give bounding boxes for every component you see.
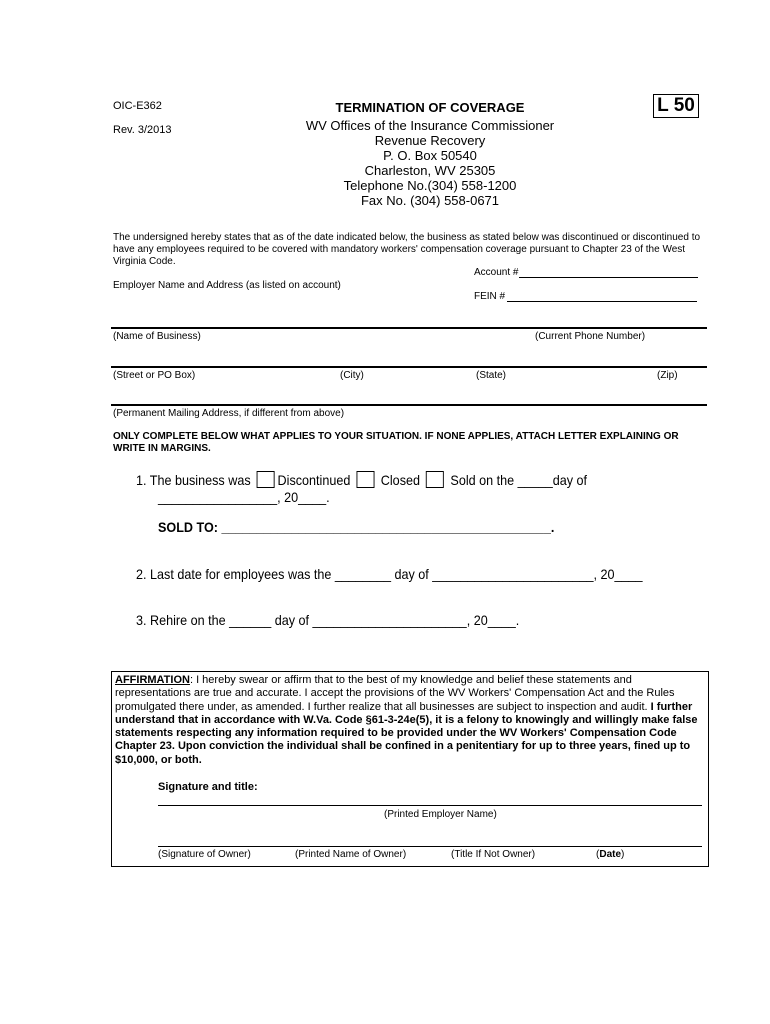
printed-employer-name-field[interactable] [158,805,702,806]
current-phone-label: (Current Phone Number) [535,331,646,342]
business-name-field[interactable] [111,327,707,329]
intro-paragraph: The undersigned hereby states that as of the date indicated below, the business as stated below was discontinued or discontinued to have any employees required to be covered with mandatory workers' compensation coverage pursuant to Chapter 23 of the West Virginia Code. [113,232,701,267]
permanent-address-field[interactable] [111,404,707,406]
sold-checkbox[interactable] [426,471,444,488]
agency-division: Revenue Recovery [374,133,486,148]
item-3-rehire-date[interactable]: 3. Rehire on the ______ day of ______________________, 20____. [136,612,520,628]
printed-name-owner-label: (Printed Name of Owner) [295,849,407,860]
printed-employer-name-label: (Printed Employer Name) [384,809,497,820]
fein-label: FEIN # [474,291,506,302]
discontinued-checkbox[interactable] [257,471,275,488]
permanent-address-label: (Permanent Mailing Address, if different from above) [113,408,345,419]
agency-po-box: P. O. Box 50540 [383,148,477,163]
affirmation-text [115,674,703,767]
closed-checkbox[interactable] [357,471,375,488]
date-label [596,849,624,860]
sold-label: Sold on the _____day of [450,472,588,488]
city-label: (City) [340,370,364,381]
form-title: TERMINATION OF COVERAGE [335,100,525,115]
zip-label: (Zip) [657,370,678,381]
affirmation-bold-text: I further understand that in accordance with W.Va. Code §61-3-24e(5), it is a felony to knowingly and willingly make false statements respecting any information required to be provided under the WV Workers' Compensation Code Chapter 23. Upon conviction the individual shall be confined in a penitentiary for up to three years, fined up to $10,000, or both. [115,700,698,766]
instructions: ONLY COMPLETE BELOW WHAT APPLIES TO YOUR SITUATION. IF NONE APPLIES, ATTACH LETTER EXPLAINING OR WRITE IN MARGINS. [113,431,679,454]
business-name-label: (Name of Business) [113,331,201,342]
item-1-prefix: 1. The business was [136,472,251,488]
fein-field[interactable] [507,301,697,302]
date-label-close: ) [621,849,625,860]
state-label: (State) [476,370,507,381]
date-label-text: Date [599,849,622,860]
agency-city-state: Charleston, WV 25305 [364,163,496,178]
street-address-field[interactable] [111,366,707,368]
item-1 [136,471,587,488]
agency-name: WV Offices of the Insurance Commissioner [305,118,555,133]
closed-label: Closed [380,472,421,488]
form-revision: Rev. 3/2013 [113,124,172,136]
signature-line-field[interactable] [158,846,702,847]
account-number-field[interactable] [519,277,698,278]
agency-block [200,118,660,208]
affirmation-plain-text: : I hereby swear or affirm that to the best of my knowledge and belief these statements and representations are true and accurate. I accept the provisions of the WV Workers' Compensation Act and the Rules promulgated there under, as amended. I further realize that all businesses are subject to inspection and audit. [115,674,675,713]
form-code: OIC-E362 [113,100,162,112]
signature-owner-label: (Signature of Owner) [158,849,251,860]
sold-to-field[interactable]: SOLD TO: _______________________________________________. [158,519,555,535]
affirmation-label: AFFIRMATION [115,674,190,686]
discontinued-label: Discontinued [277,472,351,488]
employer-name-label: Employer Name and Address (as listed on account) [113,280,341,291]
title-not-owner-label: (Title If Not Owner) [451,849,536,860]
agency-fax: Fax No. (304) 558-0671 [360,193,500,208]
street-label: (Street or PO Box) [113,370,196,381]
item-2-last-employee-date[interactable]: 2. Last date for employees was the ________ day of _______________________, 20____ [136,566,643,582]
date-label-open: ( [596,849,600,860]
item-1-date-line[interactable]: _________________, 20____. [158,489,330,505]
account-number-label: Account # [474,267,519,278]
form-badge: L 50 [653,94,699,118]
signature-title-heading: Signature and title: [158,781,258,793]
agency-telephone: Telephone No.(304) 558-1200 [343,178,517,193]
